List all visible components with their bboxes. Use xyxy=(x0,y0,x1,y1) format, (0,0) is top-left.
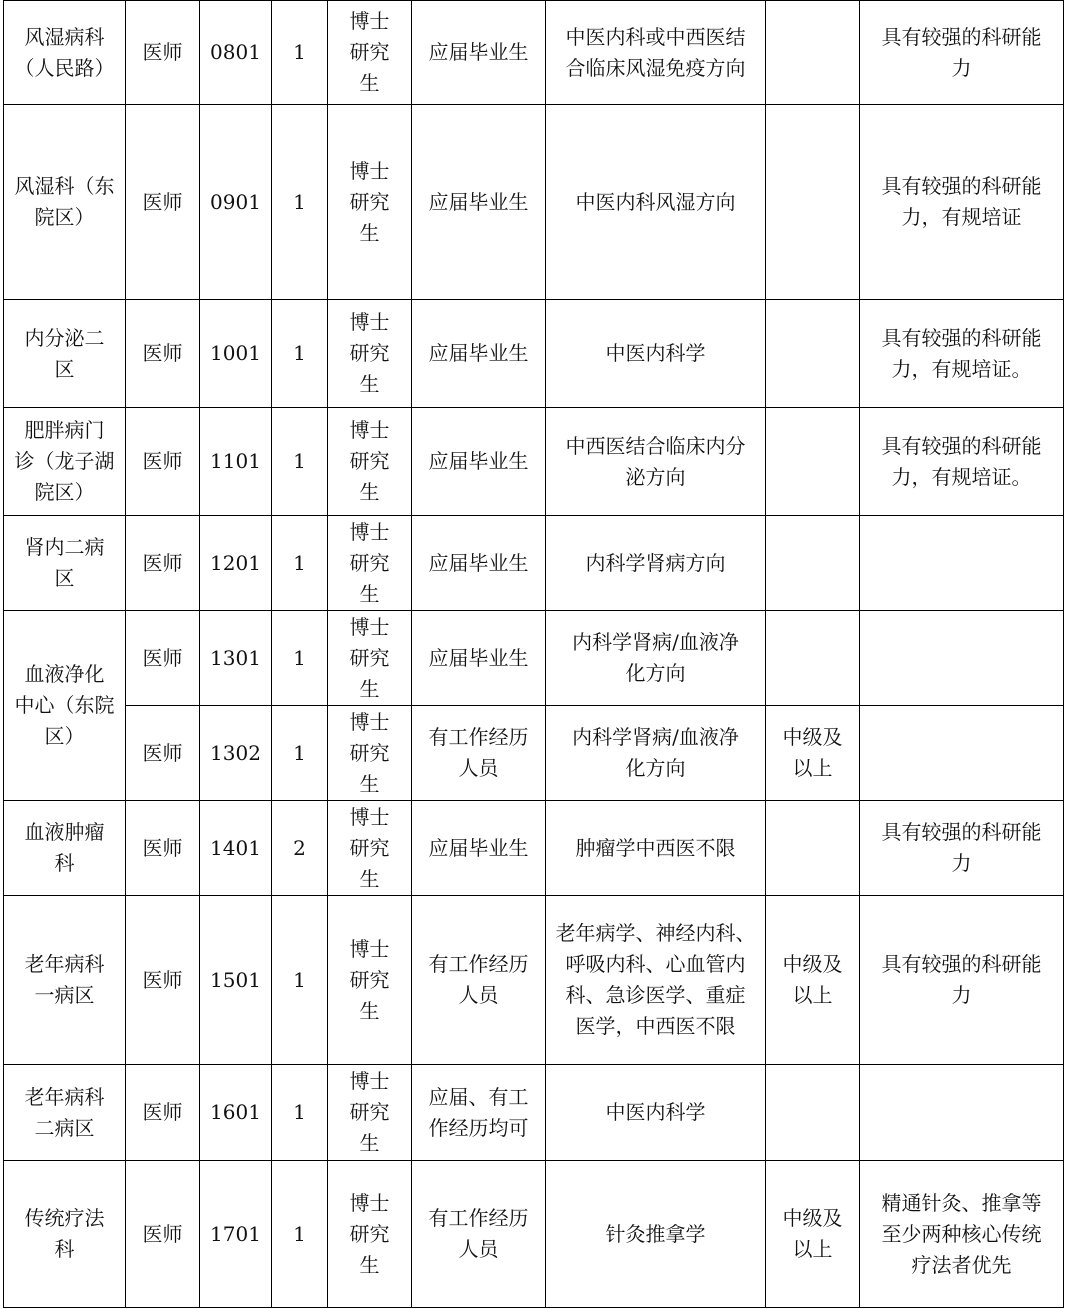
post-cell: 医师 xyxy=(126,896,200,1065)
dept-cell: 风湿病科 （人民路） xyxy=(4,1,126,105)
post-cell: 医师 xyxy=(126,801,200,896)
major-cell: 针灸推拿学 xyxy=(546,1161,766,1308)
major-cell: 中医内科风湿方向 xyxy=(546,105,766,300)
major-cell: 内科学肾病方向 xyxy=(546,516,766,611)
other-requirements-cell xyxy=(860,611,1064,706)
applicant-type-cell: 应届毕业生 xyxy=(412,1,546,105)
count-cell: 1 xyxy=(272,1,328,105)
major-cell: 中医内科学 xyxy=(546,1065,766,1161)
table-row xyxy=(4,896,1064,1065)
code-cell: 1301 xyxy=(200,611,272,706)
table-row xyxy=(4,408,1064,516)
major-cell: 内科学肾病/血液净 化方向 xyxy=(546,706,766,801)
code-cell: 1001 xyxy=(200,300,272,408)
applicant-type-cell: 有工作经历 人员 xyxy=(412,896,546,1065)
dept-cell: 内分泌二 区 xyxy=(4,300,126,408)
applicant-type-cell: 应届毕业生 xyxy=(412,516,546,611)
code-cell: 1401 xyxy=(200,801,272,896)
code-cell: 0801 xyxy=(200,1,272,105)
applicant-type-cell: 应届、有工 作经历均可 xyxy=(412,1065,546,1161)
applicant-type-cell: 应届毕业生 xyxy=(412,408,546,516)
table-row xyxy=(4,1,1064,105)
education-cell: 博士 研究 生 xyxy=(328,300,412,408)
applicant-type-cell: 应届毕业生 xyxy=(412,611,546,706)
count-cell: 1 xyxy=(272,105,328,300)
applicant-type-cell: 有工作经历 人员 xyxy=(412,1161,546,1308)
post-cell: 医师 xyxy=(126,105,200,300)
code-cell: 1101 xyxy=(200,408,272,516)
count-cell: 1 xyxy=(272,1065,328,1161)
job-table xyxy=(3,0,1064,1308)
table-row xyxy=(4,516,1064,611)
dept-cell: 血液净化 中心（东院 区） xyxy=(4,611,126,801)
dept-cell: 传统疗法 科 xyxy=(4,1161,126,1308)
title-cell xyxy=(766,1,860,105)
major-cell: 肿瘤学中西医不限 xyxy=(546,801,766,896)
post-cell: 医师 xyxy=(126,516,200,611)
other-requirements-cell: 具有较强的科研能 力，有规培证。 xyxy=(860,408,1064,516)
table-row xyxy=(4,611,1064,706)
dept-cell: 肾内二病 区 xyxy=(4,516,126,611)
education-cell: 博士 研究 生 xyxy=(328,516,412,611)
post-cell: 医师 xyxy=(126,1161,200,1308)
table-row xyxy=(4,1161,1064,1308)
post-cell: 医师 xyxy=(126,706,200,801)
count-cell: 1 xyxy=(272,896,328,1065)
title-cell xyxy=(766,105,860,300)
title-cell xyxy=(766,300,860,408)
count-cell: 1 xyxy=(272,611,328,706)
count-cell: 1 xyxy=(272,300,328,408)
title-cell xyxy=(766,408,860,516)
dept-cell: 血液肿瘤 科 xyxy=(4,801,126,896)
applicant-type-cell: 应届毕业生 xyxy=(412,801,546,896)
applicant-type-cell: 有工作经历 人员 xyxy=(412,706,546,801)
other-requirements-cell: 具有较强的科研能 力，有规培证 xyxy=(860,105,1064,300)
major-cell: 老年病学、神经内科、 呼吸内科、心血管内 科、急诊医学、重症 医学，中西医不限 xyxy=(546,896,766,1065)
table-row xyxy=(4,801,1064,896)
education-cell: 博士 研究 生 xyxy=(328,896,412,1065)
other-requirements-cell: 精通针灸、推拿等 至少两种核心传统 疗法者优先 xyxy=(860,1161,1064,1308)
education-cell: 博士 研究 生 xyxy=(328,611,412,706)
applicant-type-cell: 应届毕业生 xyxy=(412,105,546,300)
table-row xyxy=(4,1065,1064,1161)
title-cell xyxy=(766,1065,860,1161)
post-cell: 医师 xyxy=(126,1,200,105)
major-cell: 中医内科学 xyxy=(546,300,766,408)
education-cell: 博士 研究 生 xyxy=(328,1065,412,1161)
title-cell: 中级及 以上 xyxy=(766,706,860,801)
count-cell: 1 xyxy=(272,516,328,611)
title-cell xyxy=(766,801,860,896)
other-requirements-cell xyxy=(860,706,1064,801)
major-cell: 中医内科或中西医结 合临床风湿免疫方向 xyxy=(546,1,766,105)
table-row xyxy=(4,105,1064,300)
dept-cell: 风湿科（东 院区） xyxy=(4,105,126,300)
dept-cell: 老年病科 一病区 xyxy=(4,896,126,1065)
other-requirements-cell: 具有较强的科研能 力 xyxy=(860,1,1064,105)
major-cell: 中西医结合临床内分 泌方向 xyxy=(546,408,766,516)
post-cell: 医师 xyxy=(126,300,200,408)
count-cell: 1 xyxy=(272,1161,328,1308)
code-cell: 1302 xyxy=(200,706,272,801)
code-cell: 1701 xyxy=(200,1161,272,1308)
code-cell: 0901 xyxy=(200,105,272,300)
other-requirements-cell xyxy=(860,516,1064,611)
post-cell: 医师 xyxy=(126,408,200,516)
count-cell: 2 xyxy=(272,801,328,896)
code-cell: 1501 xyxy=(200,896,272,1065)
count-cell: 1 xyxy=(272,706,328,801)
other-requirements-cell: 具有较强的科研能 力 xyxy=(860,896,1064,1065)
code-cell: 1601 xyxy=(200,1065,272,1161)
applicant-type-cell: 应届毕业生 xyxy=(412,300,546,408)
other-requirements-cell: 具有较强的科研能 力，有规培证。 xyxy=(860,300,1064,408)
table-row xyxy=(4,706,1064,801)
title-cell xyxy=(766,611,860,706)
title-cell xyxy=(766,516,860,611)
dept-cell: 老年病科 二病区 xyxy=(4,1065,126,1161)
dept-cell: 肥胖病门 诊（龙子湖 院区） xyxy=(4,408,126,516)
education-cell: 博士 研究 生 xyxy=(328,105,412,300)
education-cell: 博士 研究 生 xyxy=(328,706,412,801)
education-cell: 博士 研究 生 xyxy=(328,408,412,516)
title-cell: 中级及 以上 xyxy=(766,896,860,1065)
major-cell: 内科学肾病/血液净 化方向 xyxy=(546,611,766,706)
education-cell: 博士 研究 生 xyxy=(328,1,412,105)
table-row xyxy=(4,300,1064,408)
education-cell: 博士 研究 生 xyxy=(328,1161,412,1308)
education-cell: 博士 研究 生 xyxy=(328,801,412,896)
other-requirements-cell: 具有较强的科研能 力 xyxy=(860,801,1064,896)
other-requirements-cell xyxy=(860,1065,1064,1161)
title-cell: 中级及 以上 xyxy=(766,1161,860,1308)
post-cell: 医师 xyxy=(126,1065,200,1161)
post-cell: 医师 xyxy=(126,611,200,706)
code-cell: 1201 xyxy=(200,516,272,611)
count-cell: 1 xyxy=(272,408,328,516)
